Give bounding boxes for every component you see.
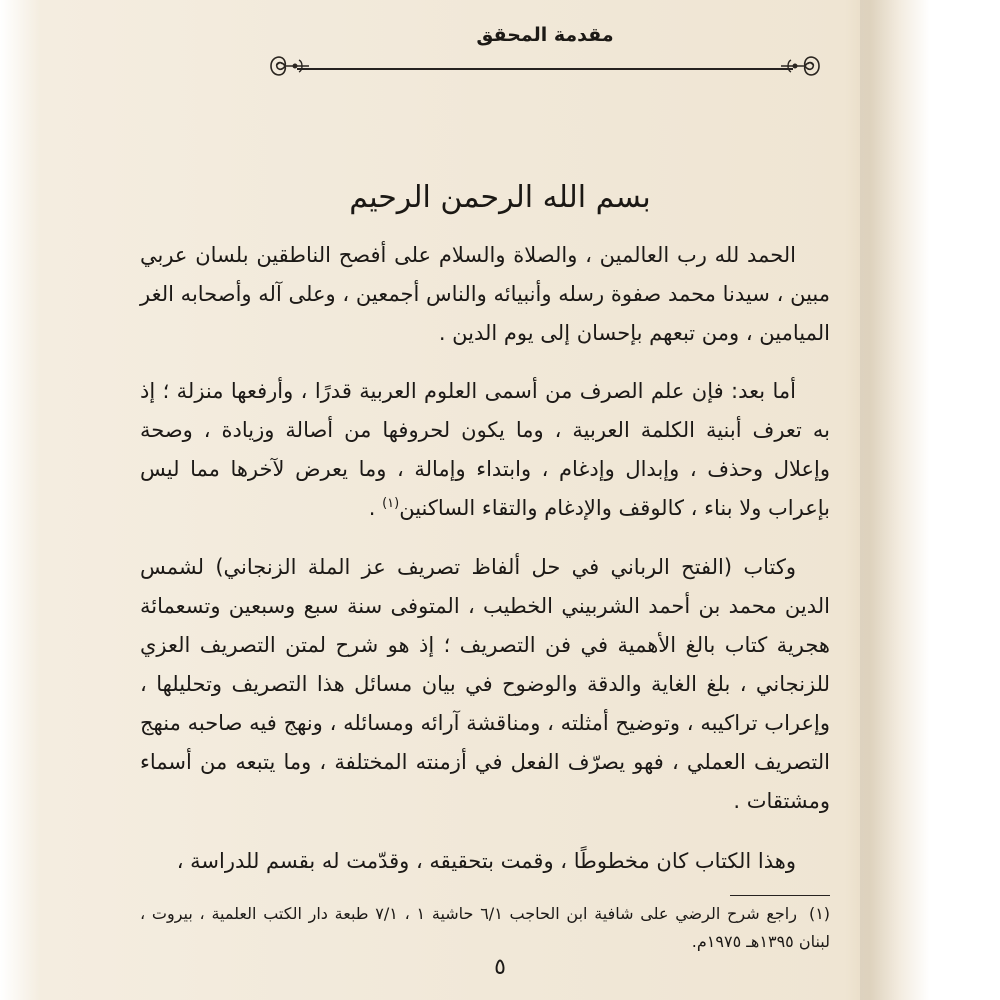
paragraph-book-description: وكتاب (الفتح الرباني في حل ألفاظ تصريف عز الملة الزنجاني) لشمس الدين محمد بن أحمد الشربيني الخطيب ، المتوفى سنة سبع وسبعين وتسعمائة هجرية كتاب بالغ الأهمية في فن التصريف ؛ إذ هو شرح لمتن التصريف العزي للزنجاني ، بلغ الغاية والدقة والوضوح في بيان مسائل هذا التصريف وتحليلها ، وإعراب تراكيبه ، وتوضيح أمثلته ، ومناقشة آرائه ومسائله ، ونهج فيه صاحبه منهج التصريف العملي ، فهو يصرّف الفعل في أزمنته المختلفة ، وما يتبعه من أسماء ومشتقات .: [140, 555, 830, 813]
header-title: مقدمة المحقق: [476, 24, 614, 46]
paragraph-introduction-text: أما بعد: فإن علم الصرف من أسمى العلوم العربية قدرًا ، وأرفعها منزلة ؛ إذ به تعرف أبنية الكلمة العربية ، وما يكون لحروفها من أصالة وزيادة ، وصحة وإعلال وحذف ، وإبدال وإدغام ، وابتداء وإمالة ، وما يعرض لآخرها مما ليس بإعراب ولا بناء ، كالوقف والإدغام والتقاء الساكنين: [140, 379, 830, 520]
basmala-calligraphy: [340, 180, 660, 235]
page-gutter-shadow: [860, 0, 1000, 1000]
paragraph-introduction: [140, 372, 830, 530]
page-number: ٥: [494, 955, 506, 980]
running-header: [265, 22, 825, 82]
scroll-ornament-icon: [265, 46, 309, 86]
header-rule: [297, 68, 793, 70]
paragraph-introduction-end: .: [368, 496, 376, 520]
footnote-number: (١): [808, 904, 831, 923]
main-text: [140, 236, 830, 882]
paragraph-praise: الحمد لله رب العالمين ، والصلاة والسلام على أفصح الناطقين بلسان عربي مبين ، سيدنا محمد صفوة رسله وأنبيائه والناس أجمعين ، وعلى آله وأصحابه الغر الميامين ، ومن تبعهم بإحسان إلى يوم الدين .: [140, 243, 830, 345]
footnote: [140, 900, 830, 956]
footnote-rule: [730, 895, 830, 896]
scroll-ornament-icon: [781, 46, 825, 86]
basmala-text: بسم الله الرحمن الرحيم: [349, 180, 651, 215]
footnote-text: راجع شرح الرضي على شافية ابن الحاجب ٦/١ حاشية ١ ، ٧/١ طبعة دار الكتب العلمية ، بيروت ، لبنان ١٣٩٥هـ ١٩٧٥م.: [140, 904, 830, 951]
paragraph-manuscript: وهذا الكتاب كان مخطوطًا ، وقمت بتحقيقه ، وقدّمت له بقسم للدراسة ،: [176, 849, 796, 873]
footnote-marker: (١): [382, 496, 400, 511]
